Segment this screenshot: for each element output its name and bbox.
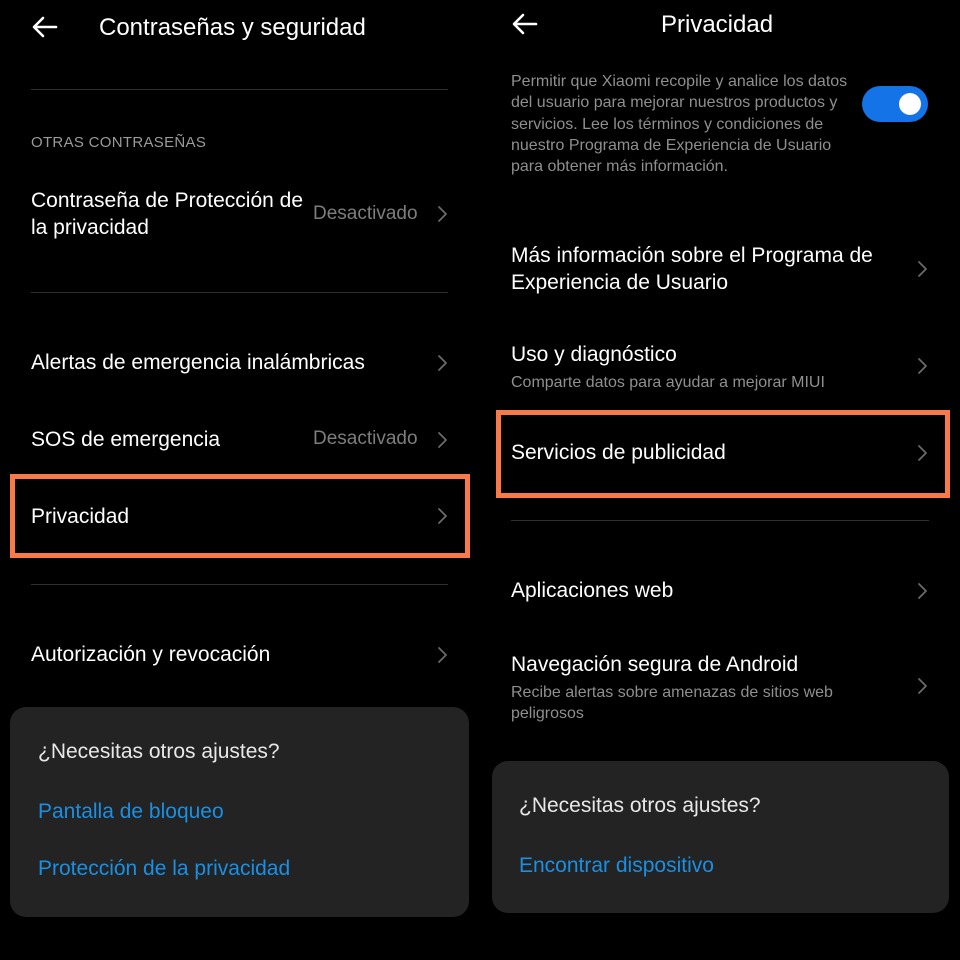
page-title: Contraseñas y seguridad	[99, 14, 366, 41]
item-label: Aplicaciones web	[511, 579, 674, 602]
find-device-link[interactable]: Encontrar dispositivo	[519, 854, 714, 877]
advertising-services-item[interactable]	[496, 410, 950, 498]
item-label: Navegación segura de Android	[511, 653, 799, 676]
emergency-sos-item[interactable]	[0, 412, 480, 467]
item-description: Recibe alertas sobre amenazas de sitios web peligrosos	[511, 684, 833, 722]
chevron-right-icon	[435, 204, 449, 224]
usage-diagnostics-item[interactable]	[480, 335, 960, 401]
toggle-knob	[899, 93, 921, 115]
web-apps-item[interactable]	[480, 563, 960, 618]
divider	[511, 520, 929, 521]
chevron-right-icon	[915, 581, 929, 601]
user-experience-toggle[interactable]	[862, 86, 928, 122]
chevron-right-icon	[435, 506, 449, 526]
item-label: Autorización y revocación	[31, 643, 271, 666]
chevron-right-icon	[915, 356, 929, 376]
item-label: Uso y diagnóstico	[511, 343, 677, 366]
card-title: ¿Necesitas otros ajustes?	[519, 794, 761, 817]
item-label: Privacidad	[31, 505, 130, 528]
item-description: Comparte datos para ayudar a mejorar MIUI	[511, 374, 825, 391]
other-settings-card	[10, 707, 469, 917]
lock-screen-link[interactable]: Pantalla de bloqueo	[38, 800, 224, 823]
section-header: OTRAS CONTRASEÑAS	[31, 134, 207, 151]
more-info-experience-program-item[interactable]	[480, 235, 960, 305]
item-label: SOS de emergencia	[31, 428, 221, 451]
back-arrow-icon[interactable]	[30, 12, 60, 42]
back-arrow-icon[interactable]	[510, 9, 540, 39]
card-title: ¿Necesitas otros ajustes?	[38, 740, 280, 763]
item-label: Alertas de emergencia inalámbricas	[31, 351, 365, 374]
divider	[31, 292, 448, 293]
android-safe-browsing-item[interactable]	[480, 645, 960, 730]
chevron-right-icon	[435, 353, 449, 373]
divider	[31, 89, 448, 90]
privacy-protection-link[interactable]: Protección de la privacidad	[38, 857, 291, 880]
privacy-protection-password-item[interactable]	[0, 180, 480, 250]
right-screen	[480, 0, 960, 960]
chevron-right-icon	[435, 645, 449, 665]
chevron-right-icon	[915, 259, 929, 279]
item-label: Contraseña de Protección de la privacidad	[31, 189, 304, 239]
chevron-right-icon	[915, 676, 929, 696]
page-title: Privacidad	[661, 11, 774, 38]
chevron-right-icon	[435, 430, 449, 450]
item-label: Más información sobre el Programa de Experiencia de Usuario	[511, 244, 873, 294]
item-value: Desactivado	[313, 203, 418, 224]
item-value: Desactivado	[313, 428, 418, 449]
privacy-item[interactable]	[10, 474, 470, 558]
experience-description: Permitir que Xiaomi recopile y analice los datos del usuario para mejorar nuestros productos y servicios. Lee los términos y condiciones de nuestro Programa de Experiencia de Usuario para obtener más información.	[511, 73, 848, 176]
authorization-revocation-item[interactable]	[0, 627, 480, 682]
divider	[31, 584, 448, 585]
wireless-emergency-alerts-item[interactable]	[0, 335, 480, 390]
item-label: Servicios de publicidad	[511, 441, 726, 464]
chevron-right-icon	[915, 443, 929, 463]
other-settings-card	[492, 761, 949, 913]
